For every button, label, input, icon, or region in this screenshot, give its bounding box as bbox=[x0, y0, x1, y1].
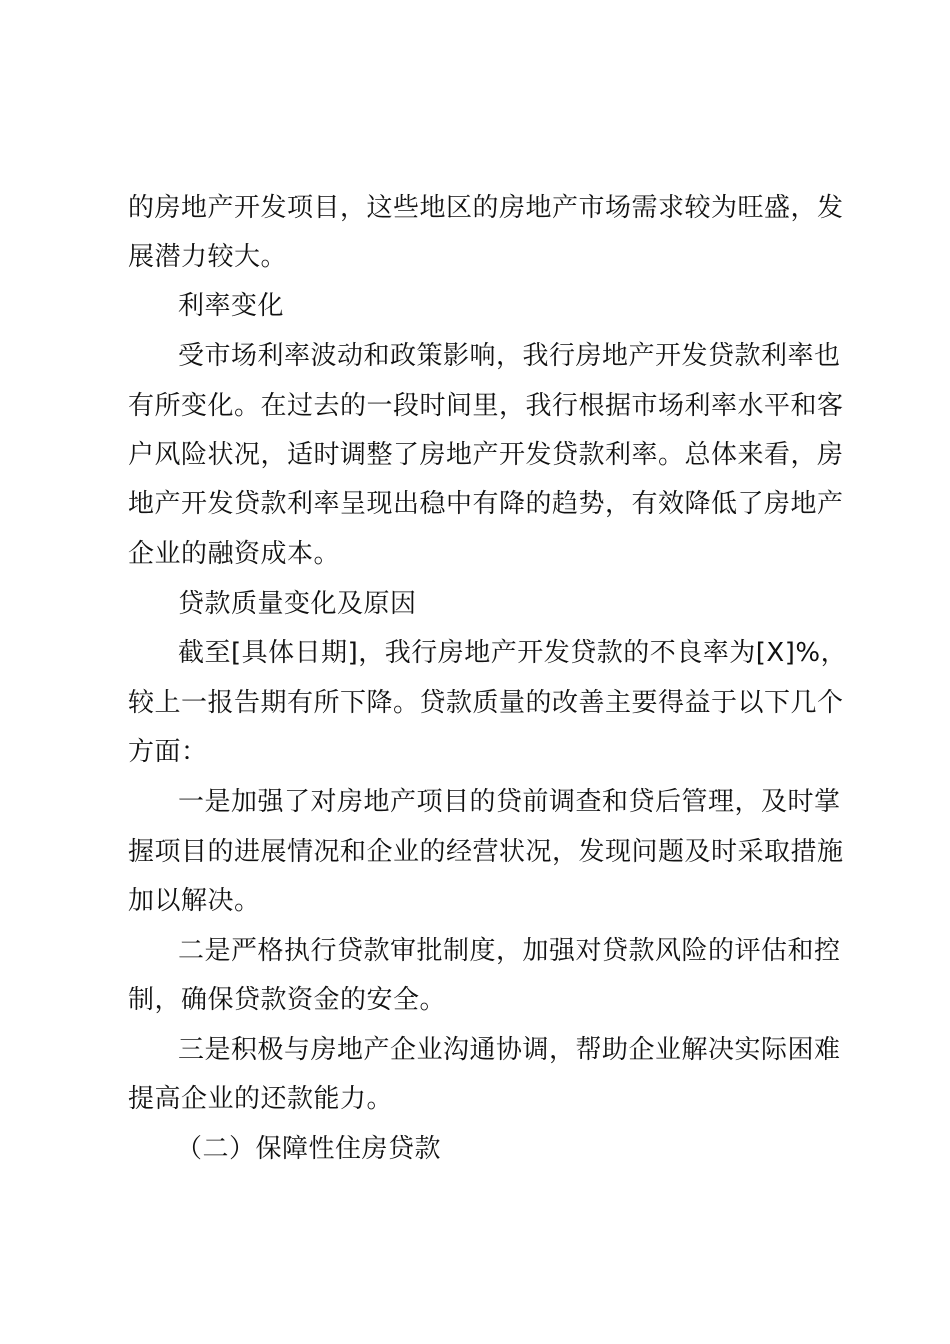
paragraph-line: 握项目的进展情况和企业的经营状况，发现问题及时采取措施 bbox=[128, 837, 844, 867]
paragraph-line: 方面： bbox=[128, 737, 208, 767]
subsection-heading: （二）保障性住房贷款 bbox=[176, 1134, 442, 1164]
paragraph-line: 受市场利率波动和政策影响，我行房地产开发贷款利率也 bbox=[178, 341, 841, 371]
paragraph-line: 二是严格执行贷款审批制度，加强对贷款风险的评估和控 bbox=[178, 936, 841, 966]
paragraph-line: 提高企业的还款能力。 bbox=[128, 1084, 394, 1114]
paragraph-line: 企业的融资成本。 bbox=[128, 539, 341, 569]
paragraph-line: 的房地产开发项目，这些地区的房地产市场需求较为旺盛，发 bbox=[128, 193, 844, 223]
paragraph-line: 截至[具体日期]，我行房地产开发贷款的不良率为[X]%， bbox=[178, 638, 848, 668]
paragraph-line: 较上一报告期有所下降。贷款质量的改善主要得益于以下几个 bbox=[128, 688, 844, 718]
paragraph-line: 三是积极与房地产企业沟通协调，帮助企业解决实际困难 bbox=[178, 1035, 841, 1065]
paragraph-line: 有所变化。在过去的一段时间里，我行根据市场利率水平和客 bbox=[128, 391, 844, 421]
section-heading: 贷款质量变化及原因 bbox=[178, 589, 417, 619]
paragraph-line: 户风险状况，适时调整了房地产开发贷款利率。总体来看，房 bbox=[128, 440, 844, 470]
paragraph-line: 展潜力较大。 bbox=[128, 242, 288, 272]
paragraph-line: 地产开发贷款利率呈现出稳中有降的趋势，有效降低了房地产 bbox=[128, 489, 844, 519]
paragraph-line: 一是加强了对房地产项目的贷前调查和贷后管理，及时掌 bbox=[178, 787, 841, 817]
section-heading: 利率变化 bbox=[178, 291, 285, 321]
paragraph-line: 加以解决。 bbox=[128, 886, 261, 916]
paragraph-line: 制，确保贷款资金的安全。 bbox=[128, 985, 447, 1015]
